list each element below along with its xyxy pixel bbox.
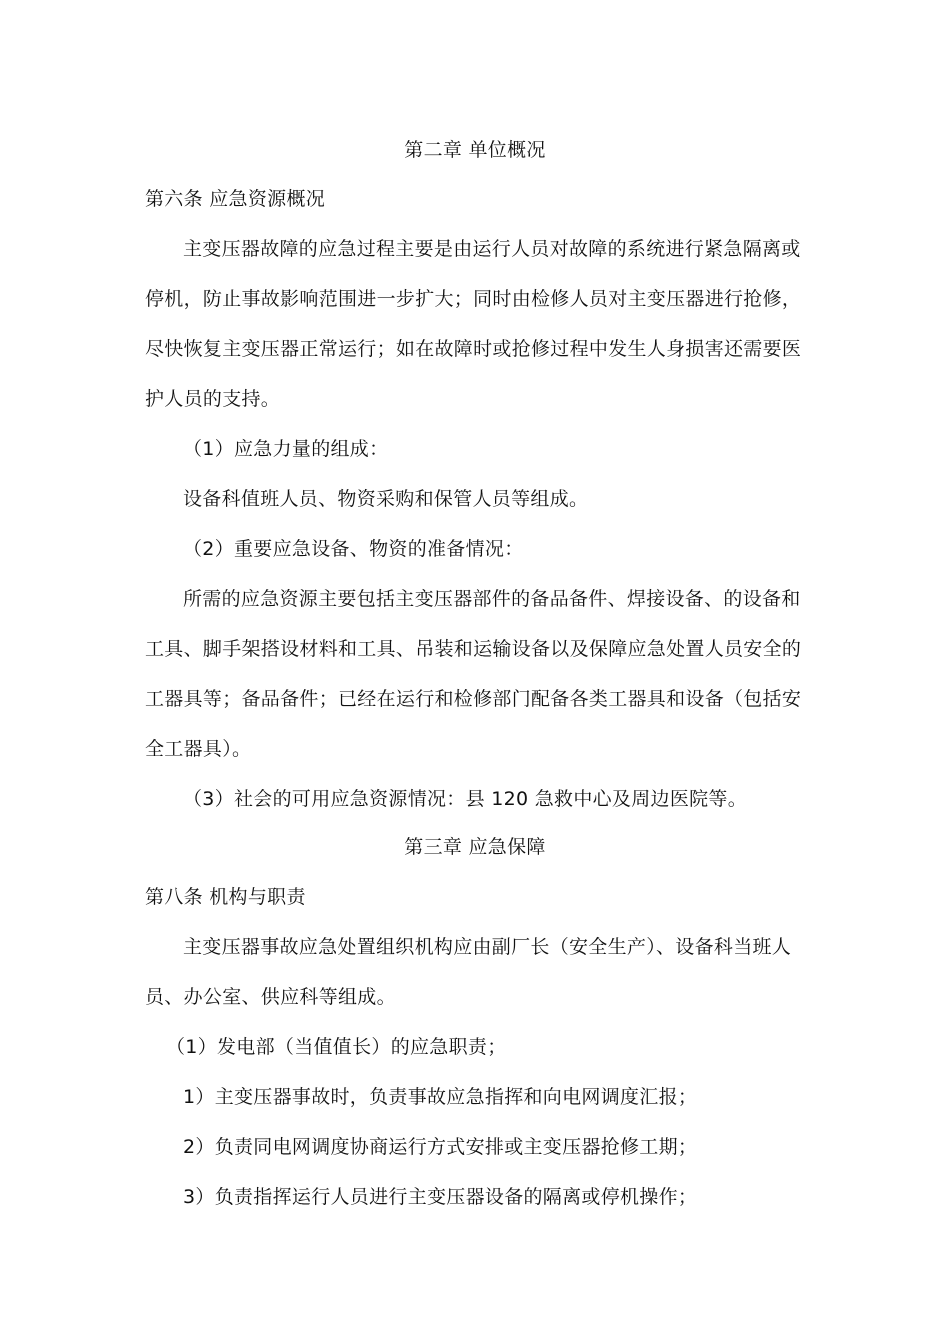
list-item-title: （2）重要应急设备、物资的准备情况：: [183, 538, 524, 560]
paragraph-line: 全工器具）。: [145, 738, 252, 760]
list-item-title: （1）应急力量的组成：: [183, 438, 389, 460]
list-item-title: （3）社会的可用应急资源情况：县 120 急救中心及周边医院等。: [183, 788, 748, 810]
article-heading: 第六条 应急资源概况: [145, 188, 326, 210]
paragraph-line: 停机，防止事故影响范围进一步扩大；同时由检修人员对主变压器进行抢修，: [145, 288, 802, 310]
paragraph-line: 员、办公室、供应科等组成。: [145, 986, 396, 1008]
list-item-title: （1）发电部（当值值长）的应急职责；: [166, 1036, 507, 1058]
chapter-title: 第二章 单位概况: [404, 139, 546, 161]
chapter-title: 第三章 应急保障: [404, 836, 546, 858]
paragraph-line: 设备科值班人员、物资采购和保管人员等组成。: [183, 488, 589, 510]
paragraph-line: 尽快恢复主变压器正常运行；如在故障时或抢修过程中发生人身损害还需要医: [145, 338, 802, 360]
paragraph-line: 主变压器故障的应急过程主要是由运行人员对故障的系统进行紧急隔离或: [183, 238, 801, 260]
list-item: 3）负责指挥运行人员进行主变压器设备的隔离或停机操作；: [183, 1186, 698, 1208]
paragraph-line: 工器具等；备品备件；已经在运行和检修部门配备各类工器具和设备（包括安: [145, 688, 802, 710]
paragraph-line: 工具、脚手架搭设材料和工具、吊装和运输设备以及保障应急处置人员安全的: [145, 638, 802, 660]
article-heading: 第八条 机构与职责: [145, 886, 306, 908]
list-item: 1）主变压器事故时，负责事故应急指挥和向电网调度汇报；: [183, 1086, 698, 1108]
paragraph-line: 护人员的支持。: [145, 388, 281, 410]
paragraph-line: 所需的应急资源主要包括主变压器部件的备品备件、焊接设备、的设备和: [183, 588, 801, 610]
list-item: 2）负责同电网调度协商运行方式安排或主变压器抢修工期；: [183, 1136, 698, 1158]
paragraph-line: 主变压器事故应急处置组织机构应由副厂长（安全生产）、设备科当班人: [183, 936, 792, 958]
